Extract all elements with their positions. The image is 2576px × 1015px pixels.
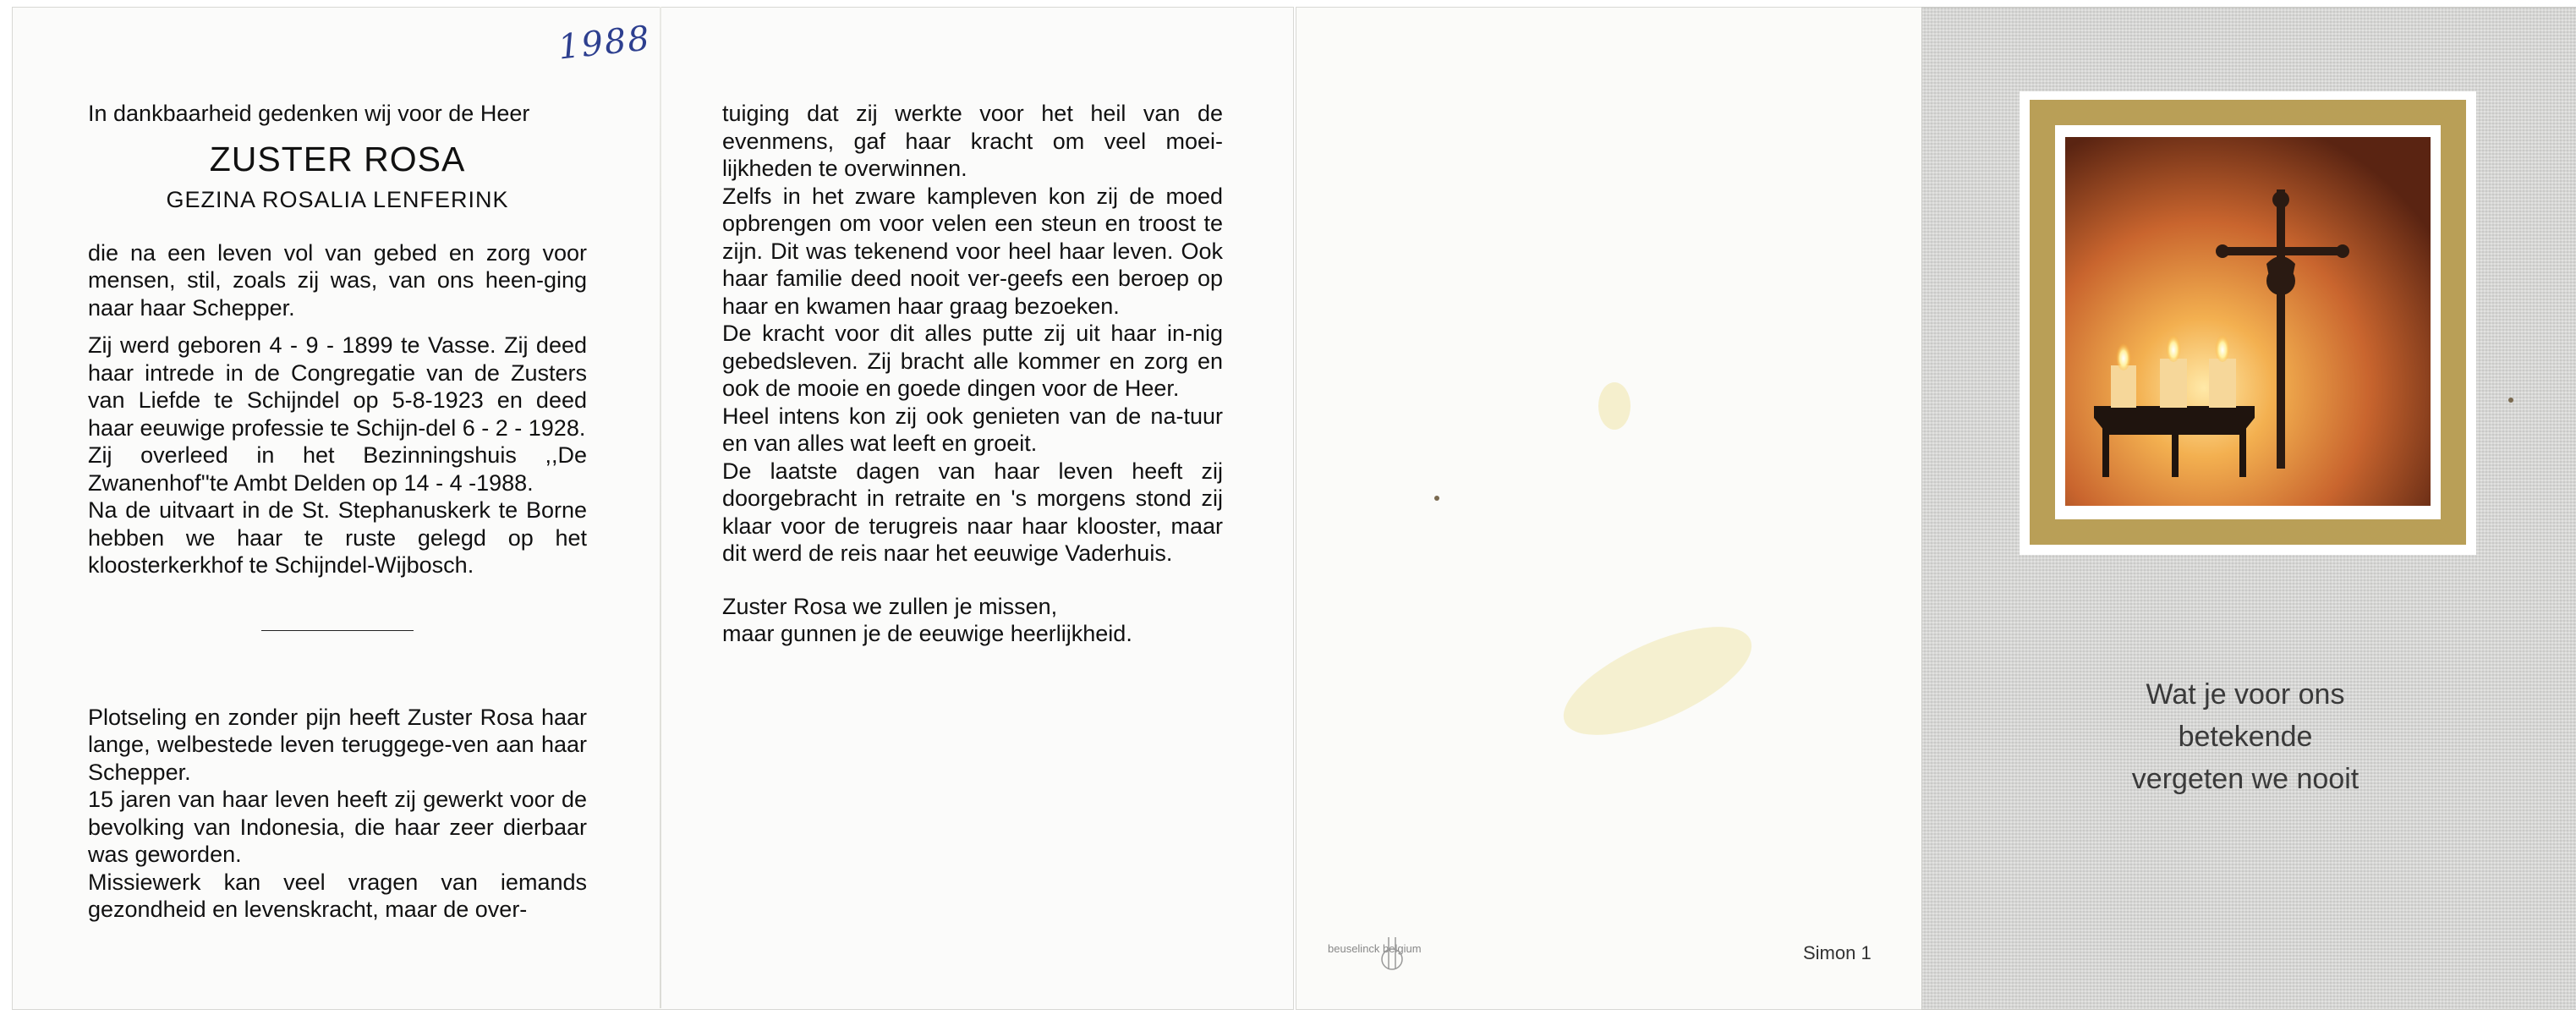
deceased-name: ZUSTER ROSA xyxy=(209,139,466,178)
deceased-full-name: GEZINA ROSALIA LENFERINK xyxy=(166,186,509,212)
paper-speck xyxy=(1434,496,1439,501)
paragraph-birth: Zij werd geboren 4 - 9 - 1899 te Vasse. Zij deed haar intrede in de Congregatie van de Zusters van Liefde te Schijndel op 5-8-1923 en deed haar eeuwige professie te Schijn-del 6 - 2 - 1928. xyxy=(88,332,587,441)
candles-crucifix-photo xyxy=(2065,137,2431,506)
paragraph-life: die na een leven vol van gebed en zorg voor mensen, stil, zoals zij was, van ons heen-ging naar haar Schepper. xyxy=(88,239,587,321)
paragraph-indonesia: 15 jaren van haar leven heeft zij gewerkt voor de bevolking van Indonesia, die haar zeer dierbaar was geworden. xyxy=(88,787,587,867)
paragraph-conviction: tuiging dat zij werkte voor het heil van de evenmens, gaf haar kracht om veel moei-lijkheden te overwinnen. xyxy=(722,101,1223,181)
verse-line-3: vergeten we nooit xyxy=(2131,763,2360,795)
paragraph-prayer: De kracht voor dit alles putte zij uit haar in-nig gebedsleven. Zij bracht alle kommer en zorg en ook de mooie en goede dingen voor de Heer. xyxy=(722,321,1223,401)
verse-line-1: Wat je voor ons xyxy=(2146,678,2345,710)
closing-line-1: Zuster Rosa we zullen je missen, xyxy=(722,593,1058,619)
publisher-name: beuselinck belgium xyxy=(1328,942,1422,955)
verse-line-2: betekende xyxy=(2178,721,2313,753)
publisher-emblem-icon xyxy=(1328,934,1455,974)
left-column xyxy=(88,100,587,924)
paper-speck xyxy=(2508,398,2513,403)
divider-line xyxy=(261,630,414,631)
back-inner-page xyxy=(1296,7,1923,1010)
paragraph-camp: Zelfs in het zware kampleven kon zij de moed opbrengen om voor velen een steun en troost te zijn. Dit was tekenend voor heel haar leven. Ook haar familie deed nooit ver-geefs een beroep op haar en kwamen haar graag bezoeken. xyxy=(722,183,1223,319)
paragraph-nature: Heel intens kon zij ook genieten van de na-tuur en van alles wat leeft en groeit. xyxy=(722,403,1223,456)
intro-line: In dankbaarheid gedenken wij voor de Heer xyxy=(88,101,530,126)
paragraph-mission: Missiewerk kan veel vragen van iemands gezondheid en levenskracht, maar de over- xyxy=(88,869,587,922)
candles-crucifix-image xyxy=(2065,137,2431,506)
paragraph-sudden: Plotseling en zonder pijn heeft Zuster Rosa haar lange, welbestede leven teruggege-ven aan haar Schepper. xyxy=(88,704,587,785)
paragraph-death: Zij overleed in het Bezinningshuis ,,De Zwanenhof''te Ambt Delden op 14 - 4 -1988. xyxy=(88,442,587,496)
front-verse xyxy=(2064,673,2427,800)
middle-column xyxy=(722,100,1223,648)
paragraph-last-days: De laatste dagen van haar leven heeft zij doorgebracht in retraite en 's morgens stond zij klaar voor de terugreis naar haar klooster, maar dit werd de reis naar het eeuwige Vaderhuis. xyxy=(722,458,1223,566)
card-fold xyxy=(660,7,661,1008)
handwritten-year: 1988 xyxy=(556,19,653,68)
closing-line-2: maar gunnen je de eeuwige heerlijkheid. xyxy=(722,621,1132,646)
publisher-logo xyxy=(1328,934,1455,978)
paragraph-burial: Na de uitvaart in de St. Stephanuskerk te Borne hebben we haar te ruste gelegd op het kloosterkerkhof te Schijndel-Wijbosch. xyxy=(88,497,587,578)
paper-stain xyxy=(1598,382,1631,430)
card-model-code: Simon 1 xyxy=(1803,942,1872,963)
